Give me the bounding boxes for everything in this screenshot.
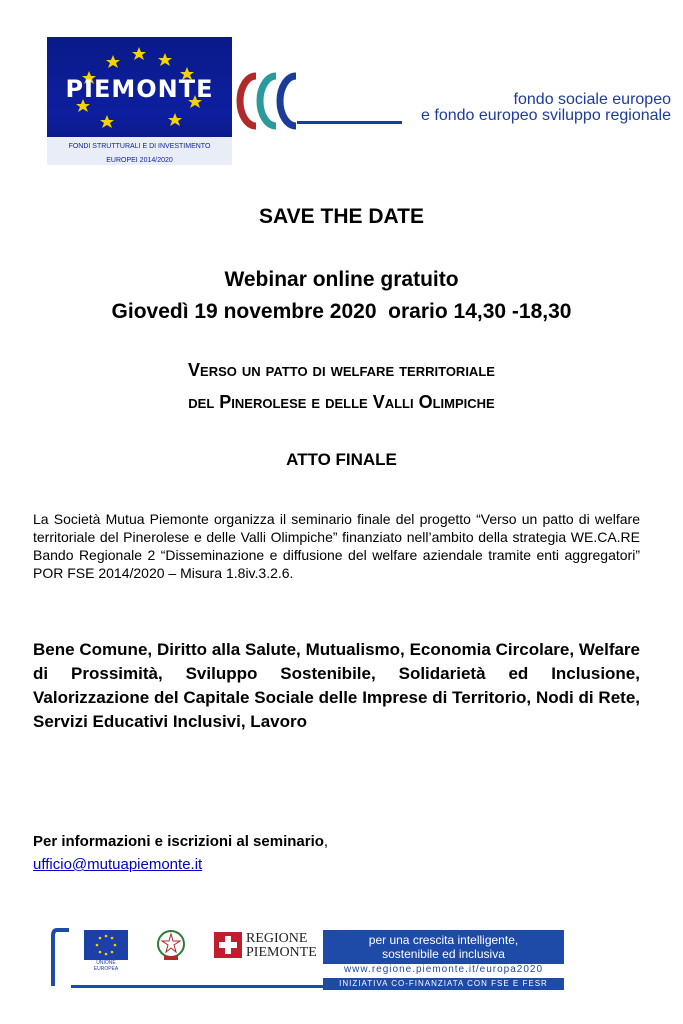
save-the-date-heading: SAVE THE DATE [259, 205, 424, 228]
europa-url: www.regione.piemonte.it/europa2020 [343, 964, 544, 975]
italian-republic-emblem-icon [155, 928, 187, 962]
logo-caption [47, 137, 232, 165]
fse-line2: e fondo europeo sviluppo regionale [421, 107, 671, 124]
regione-line2: PIEMONTE [246, 945, 317, 960]
event-date: Giovedì 19 novembre 2020 orario 14,30 -18,30 [111, 300, 572, 323]
email-link[interactable]: ufficio@mutuapiemonte.it [33, 856, 203, 873]
cofinanced-band: INIZIATIVA CO-FINANZIATA CON FSE E FESR [323, 978, 564, 990]
regione-shield-icon [214, 932, 242, 958]
contact-label: Per informazioni e iscrizioni al seminario [33, 833, 324, 850]
event-title-line2: del Pinerolese e delle Valli Olimpiche [188, 392, 495, 412]
webinar-heading: Webinar online gratuito [224, 268, 459, 291]
contact-info [33, 833, 328, 850]
europa2020-banner [323, 930, 564, 964]
logo-caption-line2: EUROPEI 2014/2020 [106, 157, 173, 164]
ccc-underline [297, 121, 402, 124]
event-title-line1: Verso un patto di welfare territoriale [188, 360, 495, 380]
logo-caption-line1: FONDI STRUTTURALI E DI INVESTIMENTO [68, 143, 211, 150]
regione-piemonte-logo [246, 932, 317, 960]
piemonte-wordmark: PIEMONTE [65, 75, 214, 103]
regione-line1: REGIONE [246, 931, 308, 946]
footer-bracket-icon [51, 928, 71, 988]
europa-line2: sostenibile ed inclusiva [382, 947, 505, 961]
keywords-paragraph: Bene Comune, Diritto alla Salute, Mutualismo, Economia Circolare, Welfare di Prossimità, Sviluppo Sostenibile, Solidarietà ed Inclusione, Valorizzazione del Capitale Sociale delle Imprese di Territorio, Nodi di Rete, Servizi Educativi Inclusivi, Lavoro [33, 640, 640, 731]
ccc-logo-icon [236, 70, 306, 132]
eu-label: UNIONE EUROPEA [93, 960, 119, 972]
footer-line [71, 985, 323, 988]
event-subtitle: ATTO FINALE [286, 450, 397, 469]
europa-line1: per una crescita intelligente, [368, 933, 519, 947]
eu-flag-icon [84, 930, 128, 960]
fse-line1: fondo sociale europeo [513, 91, 671, 108]
description-paragraph: La Società Mutua Piemonte organizza il seminario finale del progetto “Verso un patto di welfare territoriale del Pinerolese e delle Valli Olimpiche” finanziato nell’ambito della strategia WE.CA.RE Bando Regionale 2 “Disseminazione e diffusione del welfare aziendale tramite enti aggregatori” POR FSE 2014/2020 – Misura 1.8iv.3.2.6. [33, 511, 640, 581]
fse-fesr-caption [396, 92, 671, 124]
contact-suffix: , [323, 833, 329, 850]
piemonte-fondi-strutturali-logo [47, 37, 232, 165]
